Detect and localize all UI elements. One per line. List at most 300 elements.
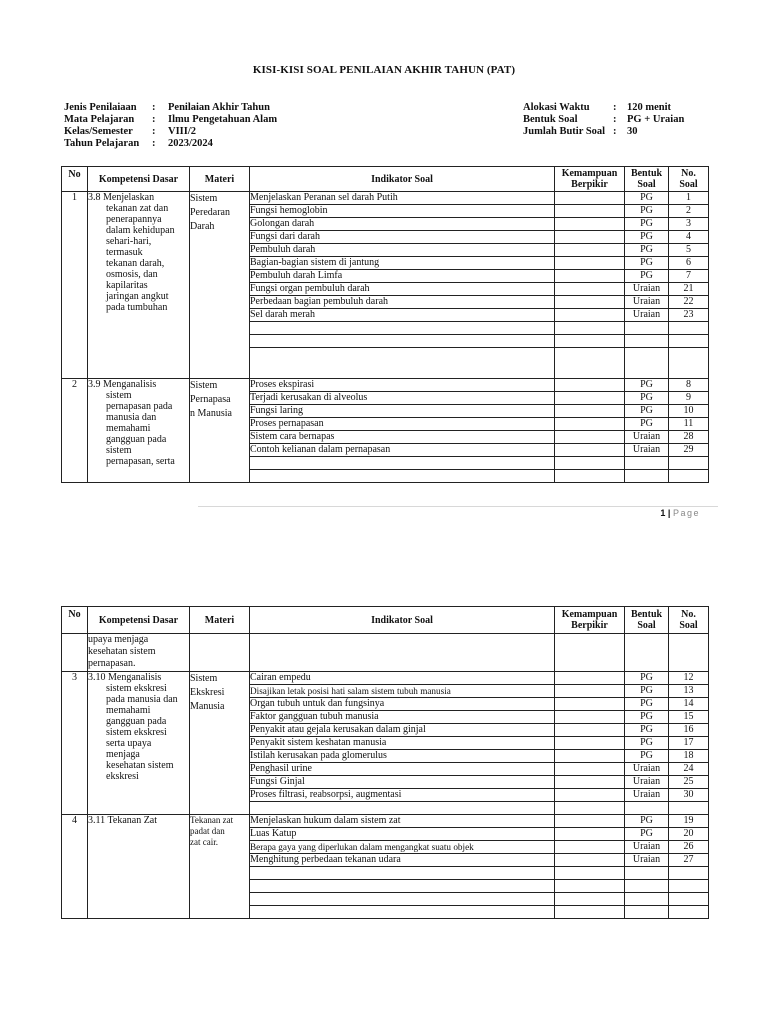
meta-value: 120 menit (627, 102, 672, 113)
cell-kemampuan (555, 392, 625, 405)
cell-kemampuan (555, 283, 625, 296)
materi-line: Sistem (190, 673, 218, 684)
kd-line: dalam kehidupan (106, 225, 175, 236)
cell-bentuk-soal: PG (625, 218, 669, 231)
kd-line: gangguan pada (106, 434, 167, 445)
kd-title: Menjelaskan (103, 192, 155, 203)
header-materi: Materi (190, 607, 250, 634)
cell-indikator (250, 348, 555, 379)
cell-indikator: Golongan darah (250, 218, 555, 231)
materi-line: n Manusia (190, 408, 232, 419)
cell-bentuk-soal: PG (625, 698, 669, 711)
cell-bentuk-soal: PG (625, 270, 669, 283)
document-title: KISI-KISI SOAL PENILAIAN AKHIR TAHUN (PAT) (252, 64, 516, 76)
meta-left (64, 102, 277, 150)
cell-indikator: Penyakit atau gejala kerusakan dalam ginjal (250, 724, 555, 737)
materi-line: Pernapasa (190, 394, 231, 405)
cell-kemampuan (555, 802, 625, 815)
cell-no-soal: 4 (669, 231, 709, 244)
kd-code: 3.11 (88, 815, 106, 826)
cell-bentuk-soal (625, 802, 669, 815)
header-nosoal-line2: Soal (679, 620, 698, 631)
cell-no-soal: 18 (669, 750, 709, 763)
cell-no-soal: 8 (669, 379, 709, 392)
cell-kemampuan (555, 893, 625, 906)
materi-line: Sistem (190, 380, 218, 391)
meta-row (64, 102, 277, 114)
kd-title: Tekanan Zat (107, 815, 158, 826)
meta-key: Tahun Pelajaran (64, 138, 140, 149)
cell-bentuk-soal (625, 457, 669, 470)
cell-indikator: Contoh kelianan dalam pernapasan (250, 444, 555, 457)
row-number: 1 (62, 192, 88, 379)
cell-kemampuan (555, 750, 625, 763)
cell-no-soal (669, 802, 709, 815)
cell-indikator: Proses ekspirasi (250, 379, 555, 392)
header-kemampuan-berpikir (555, 607, 625, 634)
cell-kemampuan (555, 322, 625, 335)
cell-kemampuan (555, 672, 625, 685)
cell-bentuk-soal (625, 880, 669, 893)
cell-bentuk-soal (625, 470, 669, 483)
kisi-kisi-table-page-1 (61, 166, 709, 483)
cell-no-soal: 21 (669, 283, 709, 296)
header-indikator-soal: Indikator Soal (250, 167, 555, 192)
cell-kemampuan (555, 685, 625, 698)
kd-line: tekanan zat dan (106, 203, 169, 214)
cell-indikator (250, 893, 555, 906)
cell-kompetensi-dasar (88, 672, 190, 815)
meta-row (523, 102, 684, 114)
meta-right (523, 102, 684, 138)
header-indikator-soal: Indikator Soal (250, 607, 555, 634)
cell-bentuk-soal: Uraian (625, 841, 669, 854)
cell-no-soal (669, 335, 709, 348)
meta-value: 2023/2024 (168, 138, 213, 149)
cell-bentuk-soal: Uraian (625, 763, 669, 776)
cell-bentuk-soal: PG (625, 244, 669, 257)
cell-no-soal: 20 (669, 828, 709, 841)
kd-line: sistem ekskresi (106, 727, 167, 738)
materi-line: Peredaran (190, 207, 230, 218)
cell-no-soal (669, 348, 709, 379)
cell-indikator: Istilah kerusakan pada glomerulus (250, 750, 555, 763)
meta-colon: : (152, 102, 156, 113)
cell-kemampuan (555, 444, 625, 457)
kd-line: menjaga (106, 749, 140, 760)
table-row (62, 672, 709, 685)
cell-indikator (250, 457, 555, 470)
cell-indikator (250, 880, 555, 893)
cell-kemampuan (555, 906, 625, 919)
cell-kemampuan (555, 348, 625, 379)
cell-bentuk-soal: PG (625, 828, 669, 841)
cell-indikator: Pembuluh darah Limfa (250, 270, 555, 283)
cell-indikator: Organ tubuh untuk dan fungsinya (250, 698, 555, 711)
header-no-soal (669, 167, 709, 192)
cell-indikator: Penyakit sistem keshatan manusia (250, 737, 555, 750)
cell-indikator (250, 335, 555, 348)
cell-no (62, 634, 88, 672)
cell-no-soal: 6 (669, 257, 709, 270)
cell-bentuk-soal: PG (625, 685, 669, 698)
cell-kemampuan (555, 737, 625, 750)
cell-bentuk-soal: Uraian (625, 309, 669, 322)
cell-kemampuan (555, 815, 625, 828)
meta-key: Mata Pelajaran (64, 114, 135, 125)
meta-key: Jenis Penilaiaan (64, 102, 137, 113)
cell-bentuk-soal: PG (625, 392, 669, 405)
cell-indikator: Disajikan letak posisi hati salam sistem tubuh manusia (250, 685, 555, 698)
kd-first-line (88, 815, 189, 826)
cell-bentuk-soal: PG (625, 418, 669, 431)
cell-kompetensi-dasar (88, 815, 190, 919)
kd-line: sistem (106, 390, 132, 401)
cell-no-soal: 30 (669, 789, 709, 802)
cell-kemampuan (555, 270, 625, 283)
header-kemampuan-line1: Kemampuan (561, 168, 618, 179)
cell-bentuk-soal: PG (625, 379, 669, 392)
kisi-kisi-table-page-2 (61, 606, 709, 919)
cell-indikator: Faktor gangguan tubuh manusia (250, 711, 555, 724)
cell-indikator: Menghitung perbedaan tekanan udara (250, 854, 555, 867)
meta-colon: : (613, 102, 617, 113)
kd-line: pada manusia dan (106, 694, 178, 705)
header-bentuk-soal (625, 167, 669, 192)
cell-bentuk-soal: PG (625, 724, 669, 737)
cell-no-soal: 2 (669, 205, 709, 218)
cell-no-soal (669, 906, 709, 919)
cell-indikator (250, 322, 555, 335)
cell-kemampuan (555, 470, 625, 483)
page-number-value: 1 (660, 508, 666, 518)
cell-indikator: Sistem cara bernapas (250, 431, 555, 444)
kd-line: pernapasan pada (106, 401, 173, 412)
cell-kemampuan (555, 218, 625, 231)
kd-line: serta upaya (106, 738, 152, 749)
cell-kemampuan (555, 776, 625, 789)
cell-no-soal (669, 893, 709, 906)
cell-kemampuan (555, 457, 625, 470)
kd-first-line (88, 192, 189, 203)
cell-kemampuan (555, 257, 625, 270)
kd-code: 3.10 (88, 672, 106, 683)
kd-code: 3.9 (88, 379, 101, 390)
kd-title: Menganalisis (108, 672, 162, 683)
cell-bentuk-soal: Uraian (625, 283, 669, 296)
cell-bentuk-soal: PG (625, 750, 669, 763)
continuation-row (62, 634, 709, 672)
header-nosoal-line1: No. (681, 168, 696, 179)
cell-bentuk-soal: PG (625, 205, 669, 218)
kd-line: tekanan darah, (106, 258, 165, 269)
header-kemampuan-line2: Berpikir (571, 179, 608, 190)
cell-kemampuan (555, 789, 625, 802)
cell-indikator: Perbedaan bagian pembuluh darah (250, 296, 555, 309)
cell-kemampuan (555, 379, 625, 392)
meta-value: VIII/2 (168, 126, 197, 137)
header-kompetensi-dasar: Kompetensi Dasar (88, 167, 190, 192)
cell-kemampuan (555, 724, 625, 737)
kd-line: pada tumbuhan (106, 302, 168, 313)
cell-indikator: Fungsi laring (250, 405, 555, 418)
header-kemampuan-line1: Kemampuan (561, 609, 618, 620)
cell-no-soal: 7 (669, 270, 709, 283)
cell-indikator: Fungsi dari darah (250, 231, 555, 244)
cell-kemampuan (555, 192, 625, 205)
kd-first-line (88, 672, 189, 683)
cell-kemampuan (555, 698, 625, 711)
cell-kemampuan (555, 854, 625, 867)
cell-bentuk-soal: PG (625, 815, 669, 828)
cell-indikator: Bagian-bagian sistem di jantung (250, 257, 555, 270)
cell-kemampuan (555, 231, 625, 244)
cell-bentuk-soal: Uraian (625, 444, 669, 457)
header-kemampuan-berpikir (555, 167, 625, 192)
table-row (62, 815, 709, 828)
cell-indikator: Menjelaskan hukum dalam sistem zat (250, 815, 555, 828)
cell-indikator: Fungsi hemoglobin (250, 205, 555, 218)
cell-no-soal: 26 (669, 841, 709, 854)
cell-no-soal: 27 (669, 854, 709, 867)
row-number: 3 (62, 672, 88, 815)
header-nosoal-line2: Soal (679, 179, 698, 190)
cell-materi (190, 379, 250, 483)
cell-no-soal: 15 (669, 711, 709, 724)
cell-bentuk (625, 634, 669, 672)
row-number: 4 (62, 815, 88, 919)
cell-no-soal: 1 (669, 192, 709, 205)
kd-code: 3.8 (88, 192, 101, 203)
meta-row (64, 138, 277, 150)
kd-line: kesehatan sistem (106, 760, 174, 771)
cell-kemampuan (555, 867, 625, 880)
meta-colon: : (613, 126, 617, 137)
cell-indikator: Proses pernapasan (250, 418, 555, 431)
cell-kemampuan (555, 880, 625, 893)
cell-no-soal (669, 470, 709, 483)
header-nosoal-line1: No. (681, 609, 696, 620)
materi-line: Tekanan zat (190, 815, 234, 825)
header-bentuk-soal (625, 607, 669, 634)
page-number (660, 508, 700, 518)
kd-line: memahami (106, 423, 151, 434)
kd-line: upaya menjaga (88, 634, 149, 645)
kd-first-line (88, 379, 189, 390)
cell-bentuk-soal (625, 906, 669, 919)
cell-bentuk-soal (625, 348, 669, 379)
cell-materi (190, 672, 250, 815)
cell-no-soal: 25 (669, 776, 709, 789)
meta-key: Kelas/Semester (64, 126, 133, 137)
cell-bentuk-soal (625, 335, 669, 348)
cell-indikator: Cairan empedu (250, 672, 555, 685)
cell-no-soal (669, 867, 709, 880)
cell-no-soal: 24 (669, 763, 709, 776)
cell-no-soal (669, 880, 709, 893)
kd-line: kapilaritas (106, 280, 148, 291)
cell-no-soal: 16 (669, 724, 709, 737)
cell-kemampuan (555, 296, 625, 309)
meta-colon: : (152, 114, 156, 125)
kd-line: penerapannya (106, 214, 162, 225)
meta-key: Jumlah Butir Soal (523, 126, 606, 137)
cell-no-soal: 17 (669, 737, 709, 750)
cell-no-soal: 12 (669, 672, 709, 685)
kd-line: pernapasan, serta (106, 456, 175, 467)
cell-no-soal: 22 (669, 296, 709, 309)
cell-kemampuan (555, 309, 625, 322)
table-row (62, 379, 709, 392)
kd-line: osmosis, dan (106, 269, 158, 280)
cell-indikator: Sel darah merah (250, 309, 555, 322)
cell-bentuk-soal: PG (625, 231, 669, 244)
cell-kemampuan (555, 205, 625, 218)
materi-line: Ekskresi (190, 687, 225, 698)
meta-value: Ilmu Pengetahuan Alam (168, 114, 278, 125)
kd-line: gangguan pada (106, 716, 167, 727)
cell-bentuk-soal: Uraian (625, 776, 669, 789)
header-bentuk-line1: Bentuk (630, 609, 663, 620)
kd-line: sehari-hari, (106, 236, 152, 247)
meta-value: 30 (627, 126, 638, 137)
header-materi: Materi (190, 167, 250, 192)
kd-line: ekskresi (106, 771, 139, 782)
kd-line: kesehatan sistem (88, 646, 156, 657)
cell-indikator: Fungsi Ginjal (250, 776, 555, 789)
meta-value: Penilaian Akhir Tahun (168, 102, 270, 113)
cell-indikator: Fungsi organ pembuluh darah (250, 283, 555, 296)
materi-line: Darah (190, 221, 215, 232)
meta-row (523, 126, 684, 138)
page-word: Page (672, 508, 700, 518)
cell-no-soal: 23 (669, 309, 709, 322)
materi-line: Manusia (190, 701, 225, 712)
cell-bentuk-soal: PG (625, 257, 669, 270)
cell-bentuk-soal: Uraian (625, 789, 669, 802)
meta-value: PG + Uraian (627, 114, 685, 125)
cell-no-soal: 9 (669, 392, 709, 405)
header-bentuk-line2: Soal (637, 179, 656, 190)
cell-indikator (250, 906, 555, 919)
cell-bentuk-soal (625, 893, 669, 906)
meta-colon: : (152, 126, 156, 137)
kd-line: memahami (106, 705, 151, 716)
cell-kemampuan (555, 828, 625, 841)
cell-no-soal: 19 (669, 815, 709, 828)
page-separator-line (198, 506, 718, 507)
cell-no-soal: 29 (669, 444, 709, 457)
materi-line: zat cair. (190, 837, 218, 847)
cell-no-soal: 3 (669, 218, 709, 231)
cell-no-soal (669, 634, 709, 672)
meta-row (523, 114, 684, 126)
header-kompetensi-dasar: Kompetensi Dasar (88, 607, 190, 634)
cell-bentuk-soal (625, 322, 669, 335)
materi-line: Sistem (190, 193, 218, 204)
cell-kompetensi-dasar (88, 379, 190, 483)
cell-bentuk-soal: PG (625, 737, 669, 750)
kd-line: sistem (106, 445, 132, 456)
meta-key: Bentuk Soal (523, 114, 578, 125)
cell-kemampuan (555, 244, 625, 257)
meta-key: Alokasi Waktu (523, 102, 590, 113)
cell-indikator: Penghasil urine (250, 763, 555, 776)
cell-indikator: Luas Katup (250, 828, 555, 841)
cell-bentuk-soal: Uraian (625, 431, 669, 444)
header-no: No (62, 167, 88, 192)
cell-no-soal: 5 (669, 244, 709, 257)
cell-no-soal: 10 (669, 405, 709, 418)
cell-indikator (250, 867, 555, 880)
cell-indikator (250, 634, 555, 672)
cell-kemampuan (555, 711, 625, 724)
cell-bentuk-soal: Uraian (625, 854, 669, 867)
cell-materi (190, 192, 250, 379)
materi-line: padat dan (190, 826, 225, 836)
table-row (62, 192, 709, 205)
cell-kemampuan (555, 763, 625, 776)
cell-indikator: Pembuluh darah (250, 244, 555, 257)
meta-row (64, 126, 277, 138)
kd-line: manusia dan (106, 412, 157, 423)
cell-kemampuan (555, 335, 625, 348)
cell-bentuk-soal: PG (625, 711, 669, 724)
kd-title: Menganalisis (103, 379, 157, 390)
cell-indikator: Terjadi kerusakan di alveolus (250, 392, 555, 405)
meta-colon: : (613, 114, 617, 125)
cell-kemampuan (555, 634, 625, 672)
cell-kemampuan (555, 405, 625, 418)
cell-no-soal (669, 322, 709, 335)
cell-bentuk-soal: PG (625, 405, 669, 418)
row-number: 2 (62, 379, 88, 483)
cell-indikator: Proses filtrasi, reabsorpsi, augmentasi (250, 789, 555, 802)
cell-no-soal (669, 457, 709, 470)
cell-bentuk-soal: Uraian (625, 296, 669, 309)
page-number-separator: | (667, 508, 671, 518)
kd-line: sistem ekskresi (106, 683, 167, 694)
cell-no-soal: 28 (669, 431, 709, 444)
cell-bentuk-soal (625, 867, 669, 880)
header-kemampuan-line2: Berpikir (571, 620, 608, 631)
cell-indikator: Menjelaskan Peranan sel darah Putih (250, 192, 555, 205)
cell-indikator (250, 802, 555, 815)
cell-kemampuan (555, 431, 625, 444)
cell-kemampuan (555, 841, 625, 854)
meta-row (64, 114, 277, 126)
cell-kompetensi-dasar (88, 192, 190, 379)
cell-bentuk-soal: PG (625, 672, 669, 685)
cell-kemampuan (555, 418, 625, 431)
kd-line: termasuk (106, 247, 143, 258)
header-no: No (62, 607, 88, 634)
cell-kompetensi-dasar (88, 634, 190, 672)
cell-indikator (250, 470, 555, 483)
kd-line: pernapasan. (88, 658, 136, 669)
meta-colon: : (152, 138, 156, 149)
header-no-soal (669, 607, 709, 634)
cell-materi (190, 815, 250, 919)
kd-line: jaringan angkut (106, 291, 169, 302)
cell-bentuk-soal: PG (625, 192, 669, 205)
cell-no-soal: 14 (669, 698, 709, 711)
header-bentuk-line1: Bentuk (630, 168, 663, 179)
header-bentuk-line2: Soal (637, 620, 656, 631)
cell-indikator: Berapa gaya yang diperlukan dalam mengangkat suatu objek (250, 841, 555, 854)
cell-no-soal: 11 (669, 418, 709, 431)
cell-materi (190, 634, 250, 672)
